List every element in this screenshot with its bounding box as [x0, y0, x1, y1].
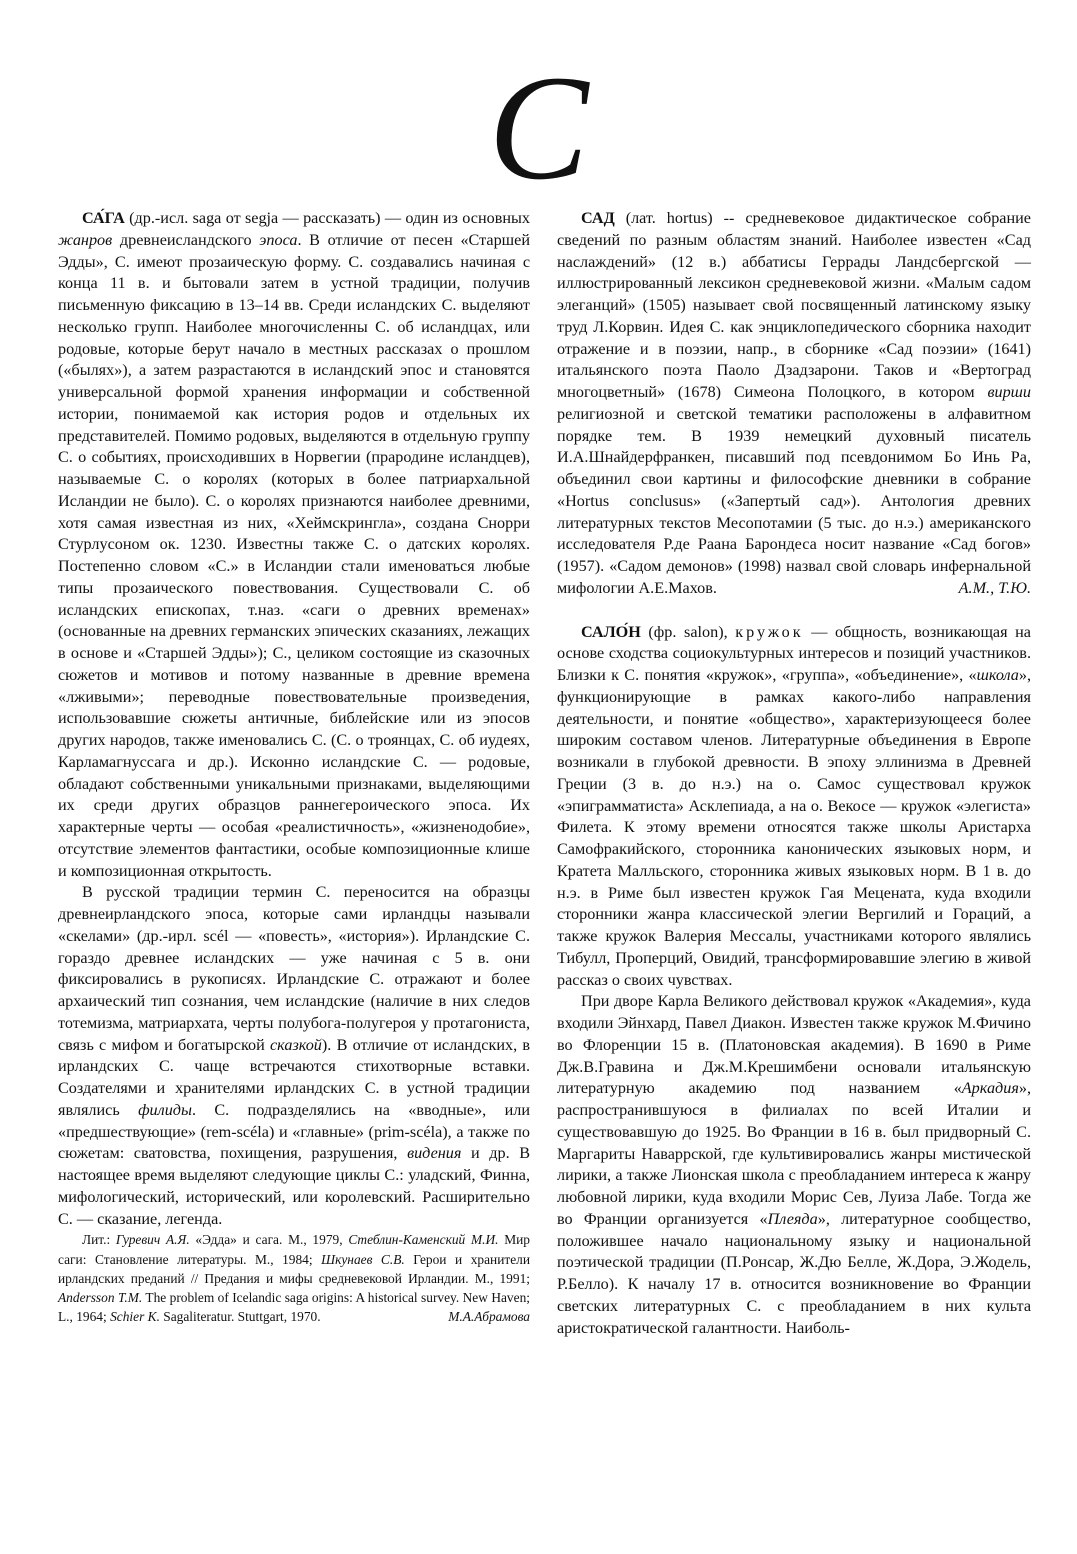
literature-label: Лит.:	[82, 1232, 116, 1248]
entry-separator	[557, 600, 1031, 622]
saga-paragraph-2: В русской традиции термин С. переносится на образцы древнеирландского эпоса, которые сами ирландцы называли «скелами» (др.-ирл. scél — «повесть», «история»). Ирландские С. гораздо древнее исландских — уже начиная с 5 в. они фиксировались в рукописях. Ирландские С. отражают и более архаический тип сознания, чем исландские (наличие в них следов тотемизма, матриархата, черты полубога-полугероя у протагониста, связь с мифом и богатырской сказкой). В отличие от исландских, в ирландских С. чаще встречаются стихотворные вставки. Создателями и хранителями ирландских С. в устной традиции являлись филиды. С. подразделялись на «вводные», или «предшествующие» (rem-scéla) и «главные» (prim-scéla), а также по сюжетам: сватовства, похищения, разрушения, видения и др. В настоящее время выделяют следующие циклы С.: уладский, Финна, мифологический, исторический, или королевский. Расширительно С. — сказание, легенда.	[58, 883, 530, 1228]
entry-saga	[58, 208, 530, 1327]
cross-ref-pleyada: Плеяда	[767, 1209, 818, 1228]
entry-salon	[557, 622, 1031, 1340]
left-column	[58, 208, 530, 1327]
headword-salon: САЛО́Н	[581, 622, 641, 641]
cross-ref-skazka: сказкой	[270, 1035, 322, 1054]
cross-ref-videnie: видения	[407, 1144, 462, 1163]
cross-ref-virshi: вирши	[987, 383, 1031, 401]
cross-ref-epos: эпоса	[259, 230, 298, 249]
right-column	[557, 208, 1031, 1339]
spaced-term: кружок	[735, 622, 804, 641]
cross-ref-arkadiya: Аркадия	[961, 1079, 1019, 1098]
salon-paragraph-2: При дворе Карла Великого действовал кружок «Академия», куда входили Эйнхард, Павел Диакон. Известен также кружок М.Фичино во Флоренции 15 в. (Платоновская академия). В 1690 в Риме Дж.В.Гравина и Дж.М.Крешимбени основали итальянскую литературную академию под названием «Аркадия», распространившуюся в филиалах по всей Италии и существовавшую до 1925. Во Франции в 16 в. был придворный С. Маргариты Наваррской, где культивировались жанры мистической лирики, а также Лионская школа с преобладанием интереса к жанру любовной лирики, куда входили Морис Сев, Луиза Лабе. Тогда же во Франции организуется «Плеяда», литературное сообщество, положившее начало национальному языку и национальной поэтической традиции (П.Ронсар, Ж.Дю Белле, Ж.Дора, Э.Жодель, Р.Белло). К началу 17 в. относится возникновение во Франции светских литературных С. с преобладанием в них культа аристократической галантности. Наиболь-	[557, 992, 1031, 1337]
cross-ref-shkola: школа	[976, 666, 1019, 684]
sad-paragraph-1: САД (лат. hortus) -- средневековое дидактическое собрание сведений по разным областям знаний. Наиболее известен «Сад наслаждений» (12 в.) аббатисы Геррады Ландсбергской — иллюстрированный лексикон средневековой жизни. «Малым садом элеганций» (1505) называет свой посвященный латинскому языку труд Л.Корвин. Идея С. как энциклопедического сборника находит отражение и в поэзии, напр., в сборнике «Сад поэзии» (1641) итальянского поэта Паоло Дзадзарони. Таков и «Вертоград многоцветный» (1678) Симеона Полоцкого, в котором вирши религиозной и светской тематики расположены в алфавитном порядке тем. В 1939 немецкий духовный писатель И.А.Шнайдерфранкен, писавший под псевдонимом Бо Инь Ра, объединил свои картины и философские дневники в собрание «Hortus conclusus» («Запертый сад»). Антология древних литературных текстов Месопотамии (5 тыс. до н.э.) американского исследователя Р.де Раана Барондеса носит название «Сад богов» (1957). «Садом демонов» (1998) назвал свой словарь инфернальной мифологии А.Е.Махов. А.М., Т.Ю.	[557, 208, 1031, 600]
section-letter: С	[488, 45, 589, 211]
author-signature: М.А.Абрамова	[448, 1309, 530, 1325]
headword-sad: САД	[581, 209, 615, 227]
cross-ref-zhanr: жанров	[58, 230, 113, 249]
saga-literature: Лит.: Гуревич А.Я. «Эдда» и сага. М., 1979, Стеблин-Каменский М.И. Мир саги: Становление литературы. М., 1984; Шкунаев С.В. Герои и хранители ирландских преданий // Предания и мифы средневековой Ирландии. М., 1991; Andersson T.M. The problem of Icelandic saga origins: A historical survey. New Haven; L., 1964; Schier K. Sagaliteratur. Stuttgart, 1970. М.А.Абрамова	[58, 1230, 530, 1326]
cross-ref-filidy: филиды	[138, 1100, 192, 1119]
saga-paragraph-1: СА́ГА (др.-исл. saga от segja — рассказать) — один из основных жанров древнеисландского эпоса. В отличие от песен «Старшей Эдды», С. имеют прозаическую форму. С. создавались начиная с конца 11 в. и бытовали затем в устной традиции, получив письменную фиксацию в 13–14 вв. Среди исландских С. выделяют несколько групп. Наиболее многочисленны С. об исландцах, или родовые, которые берут начало в местных рассказах о прошлом («былях»), а затем разрастаются в исландский эпос и становятся универсальной формой хранения информации и собственной истории, понимаемой как история родов и отдельных их представителей. Помимо родовых, выделяются в отдельную группу С. о событиях, происходивших в Норвегии (прародине исландцев), называемые С. о королях (которых в более патриархальной Исландии не было). С. о королях признаются наиболее древними, хотя самая известная из них, «Хеймскрингла», создана Снорри Стурлусоном ок. 1230. Известны также С. о датских королях. Постепенно словом «С.» в Исландии стали именоваться любые типы прозаического повествования. Существовали С. об исландских епископах, т.наз. «саги о древних временах» (основанные на древних германских эпических сказаниях, лежащих в основе и «Старшей Эдды»); С., целиком состоящие из сказочных сюжетов и мотивов и потому названные в древние времена «лживыми»; переводные повествовательные произведения, использовавшие сюжеты античные, библейские или из эпосов других народов, также именовались С. (С. о троянцах, С. об иудеях, Карламагнуссага и др.). Исконно исландские С. — родовые, обладают собственными уникальными признаками, выделяющими их среди других образцов раннегероического эпоса. Их характерные черты — особая «реалистичность», «жизненодобие», отсутствие элементов фантастики, особые композиционные клише и композиционная открытость.	[58, 209, 530, 880]
author-signature: А.М., Т.Ю.	[958, 578, 1031, 597]
salon-paragraph-1: САЛО́Н (фр. salon), кружок — общность, возникающая на основе сходства социокультурных интересов и позиций участников. Близки к С. понятия «кружок», «группа», «объединение», «школа», функционирующие в рамках какого-либо направления деятельности, и понятие «общество», характеризующееся более широким составом членов. Литературные объединения в Европе возникали в глубокой древности. В эпоху эллинизма в Древней Греции (3 в. до н.э.) на о. Самос существовал кружок «эпиграмматиста» Асклепиада, а на о. Векосе — кружок «элегиста» Филета. К этому времени относятся также школы Аристарха Самофракийского, сторонника канонических языковых норм, и Кратета Малльского, сторонника живых языковых норм. В 1 в. до н.э. в Риме был известен кружок Гая Мецената, куда входили сторонники жанра классической элегии Вергилий и Гораций, а также кружок Валерия Мессалы, участниками которого являлись Тибулл, Проперций, Овидий, трансформировавшие элегию в живой рассказ о своих чувствах.	[557, 622, 1031, 989]
entry-sad	[557, 208, 1031, 600]
headword-saga: СА́ГА	[82, 209, 125, 227]
